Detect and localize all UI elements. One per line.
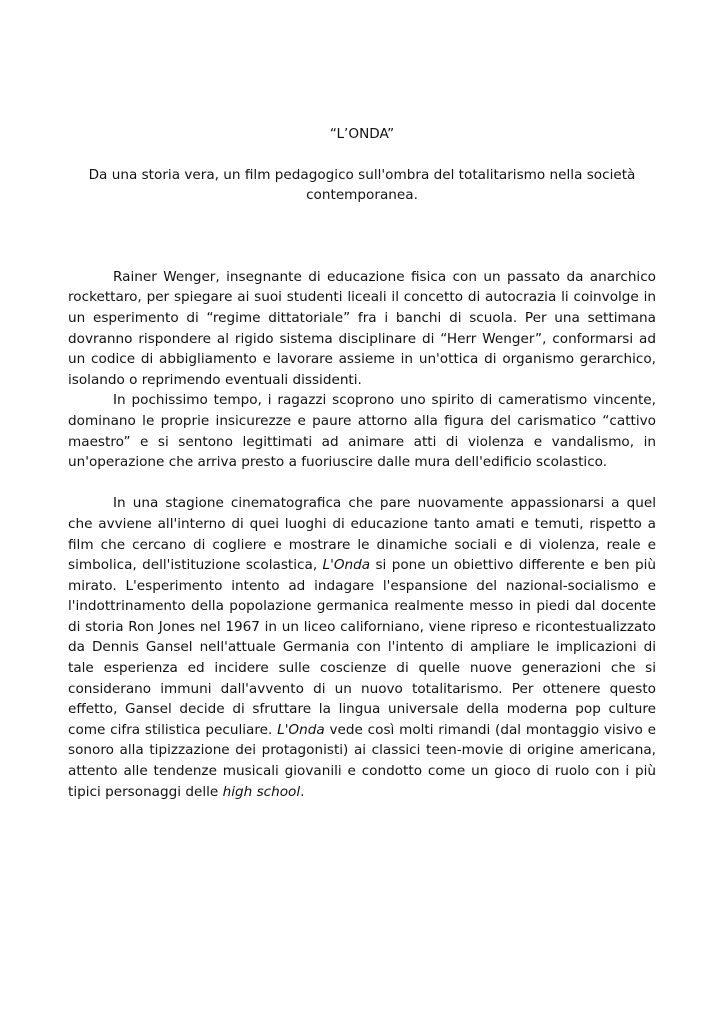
- paragraph-3-part-2: si pone un obiettivo differente e ben più mirato. L'esperimento intento ad indagare l'espansione del nazional-socialismo e l'indottrinamento della popolazione germanica realmente messo in piedi dal docente di storia Ron Jones nel 1967 in un liceo californiano, viene ripreso e ricontestualizzato da Dennis Gansel nell'attuale Germania con l'intento di ampliare le implicazioni di tale esperienza ed incidere sulle coscienze di quelle nuove generazioni che si considerano immuni dall'avvento di un nuovo totalitarismo. Per ottenere questo effetto, Gansel decide di sfruttare la lingua universale della moderna pop culture come cifra stilistica peculiare.: [68, 557, 656, 738]
- paragraph-3-part-4: .: [300, 783, 305, 800]
- document-page: [68, 124, 656, 802]
- paragraph-3: [68, 493, 656, 802]
- document-subtitle: Da una storia vera, un film pedagogico sull'ombra del totalitarismo nella società contemporanea.: [88, 166, 636, 204]
- paragraph-3-part-3: vede così molti rimandi (dal montaggio visivo e sonoro alla tipizzazione dei protagonisti) ai classici teen-movie di origine americana, attento alle tendenze musicali giovanili e condotto come un gioco di ruolo con i più tipici personaggi delle: [68, 721, 656, 800]
- film-title-italic-1: L'Onda: [322, 557, 371, 574]
- paragraph-2: In pochissimo tempo, i ragazzi scoprono uno spirito di cameratismo vincente, dominano le proprie insicurezze e paure attorno alla figura del carismatico “cattivo maestro” e si sentono legittimati ad animare atti di violenza e vandalismo, in un'operazione che arriva presto a fuoriuscire dalle mura dell'edificio scolastico.: [68, 392, 656, 471]
- document-title: “L’ONDA”: [329, 126, 395, 142]
- paragraph-3-part-1: In una stagione cinematografica che pare nuovamente appassionarsi a quel che avviene all'interno di quei luoghi di educazione tanto amati e temuti, rispetto a film che cercano di cogliere e mostrare le dinamiche sociali e di violenza, reale e simbolica, dell'istituzione scolastica,: [68, 495, 656, 574]
- film-title-italic-2: L'Onda: [277, 721, 325, 738]
- paragraph-1: Rainer Wenger, insegnante di educazione fisica con un passato da anarchico rockettaro, per spiegare ai suoi studenti liceali il concetto di autocrazia li coinvolge in un esperimento di “regime dittatoriale” fra i banchi di scuola. Per una settimana dovranno rispondere al rigido sistema disciplinare di “Herr Wenger”, conformarsi ad un codice di abbigliamento e lavorare assieme in un'ottica di organismo gerarchico, isolando o reprimendo eventuali dissidenti.: [68, 268, 656, 388]
- high-school-italic: high school: [222, 783, 301, 800]
